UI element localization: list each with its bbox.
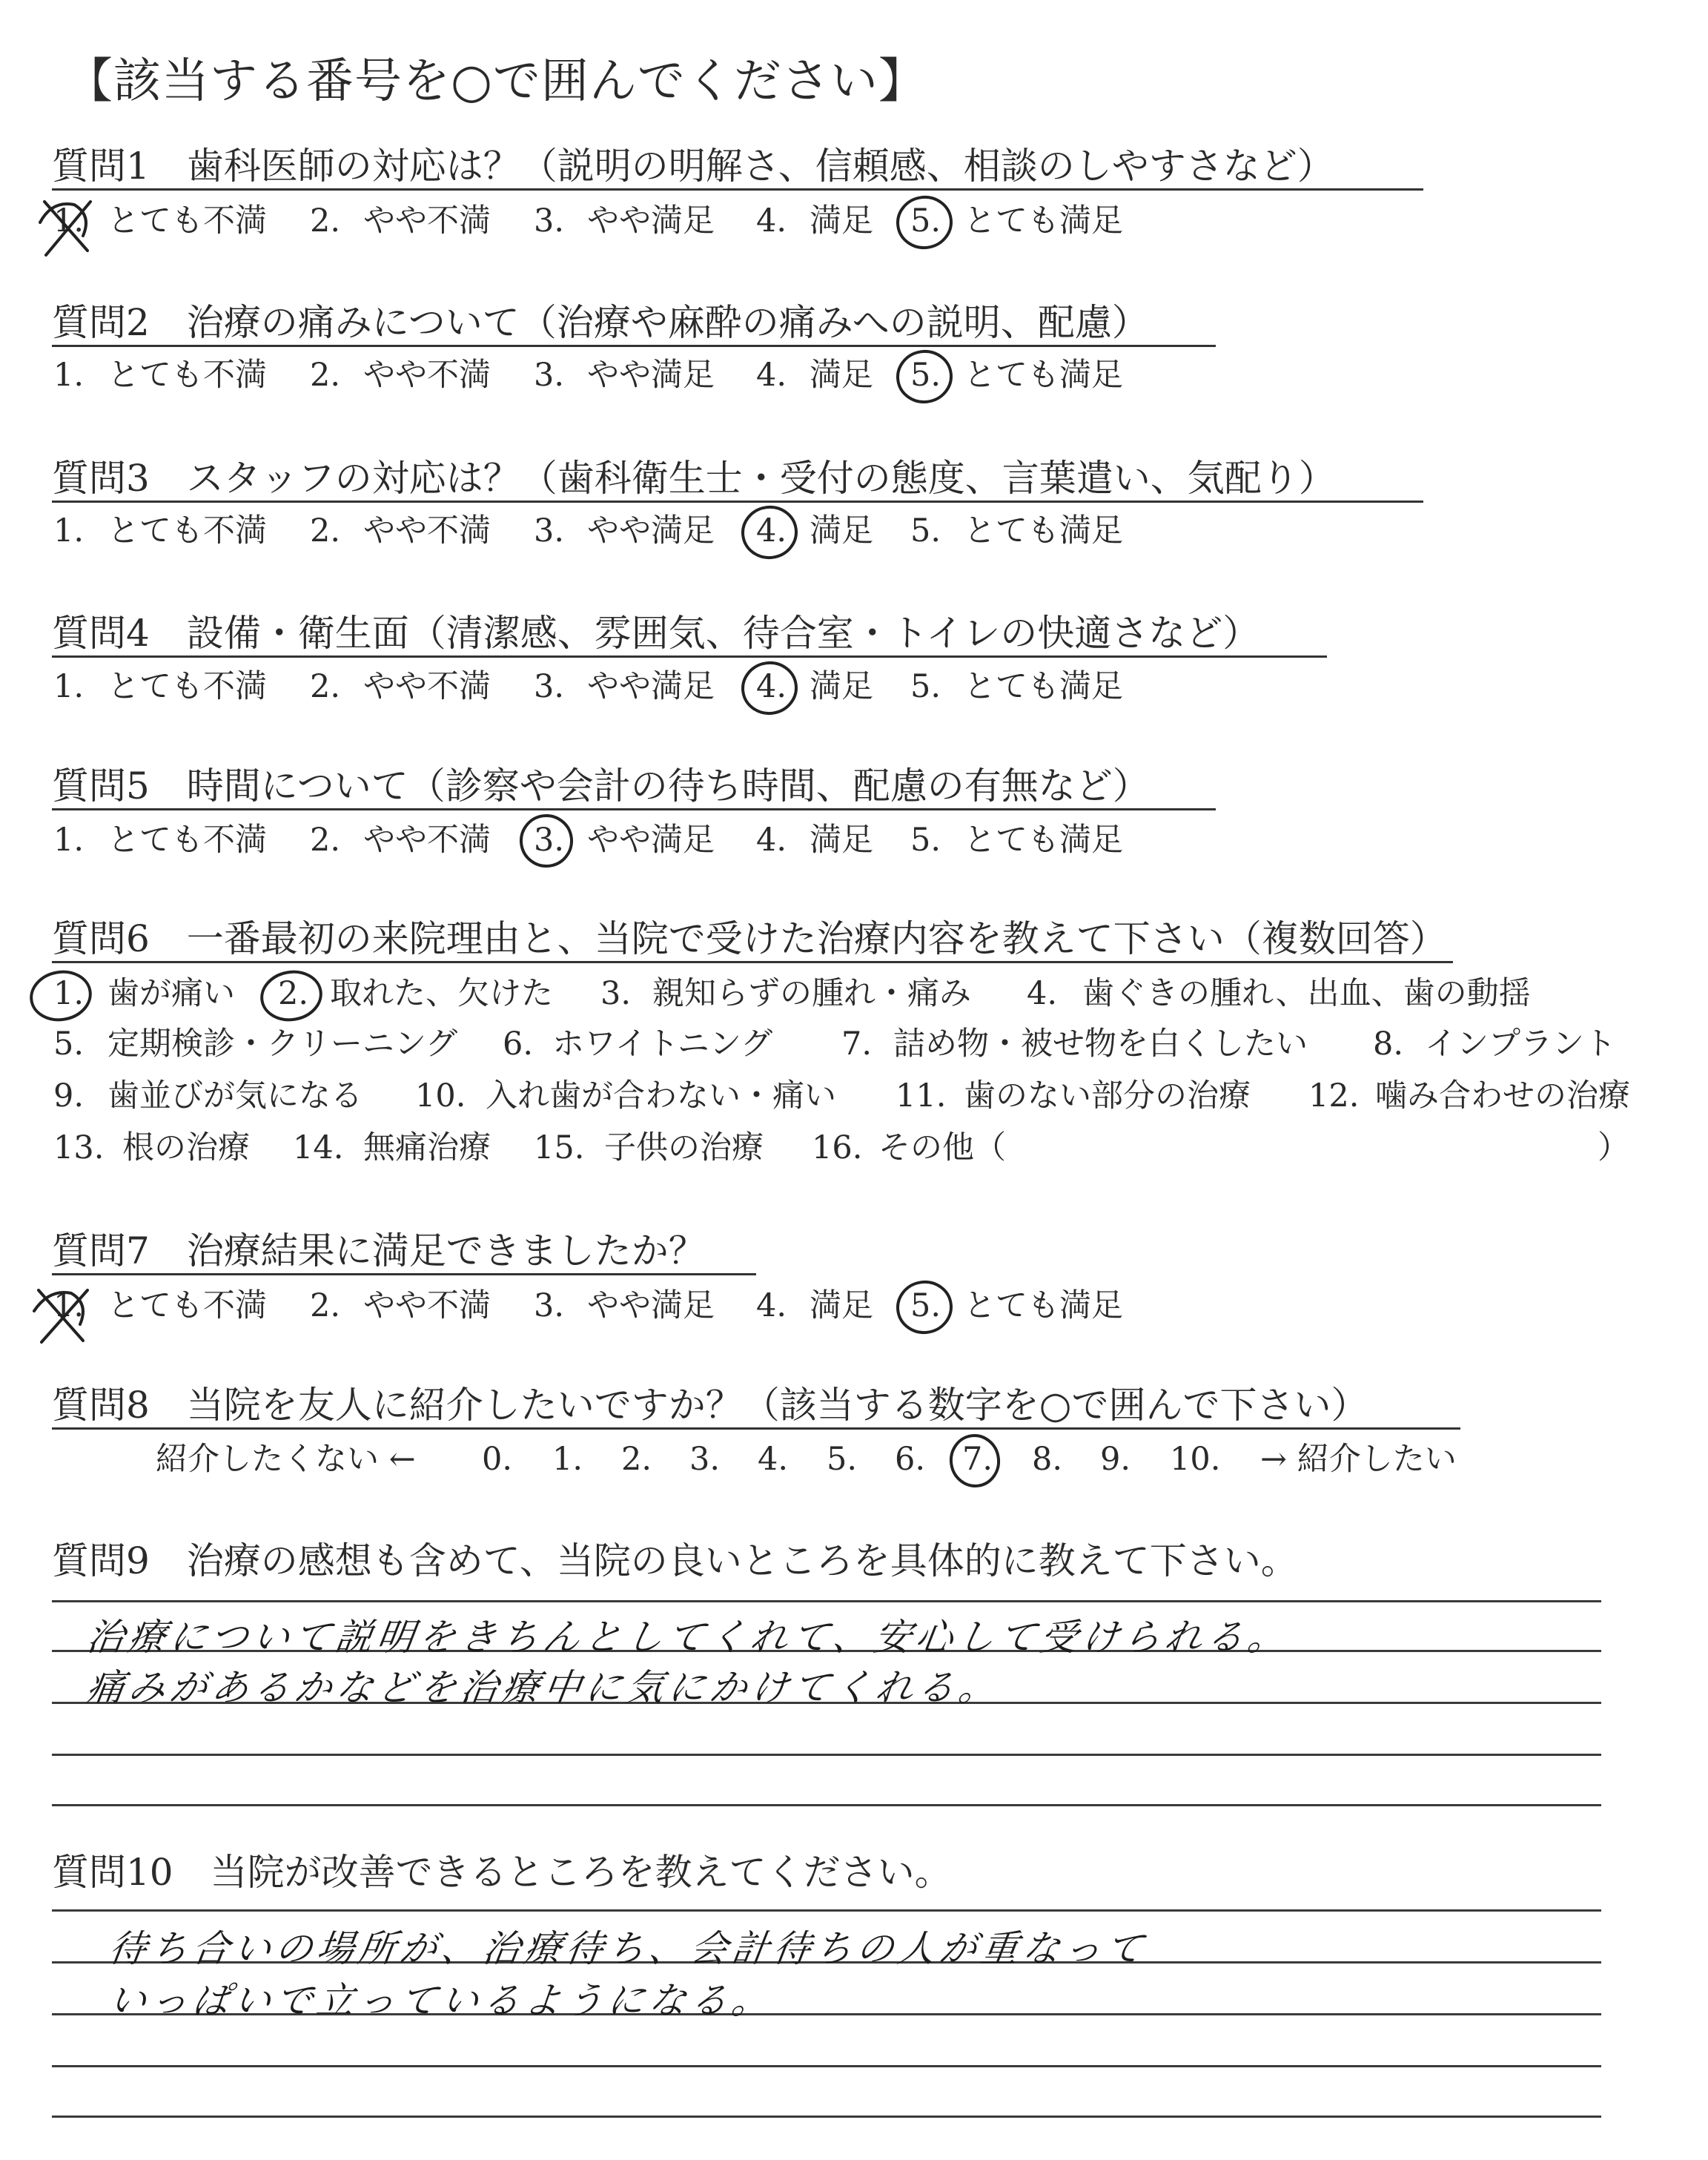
q6-option-6-number[interactable]: 6.: [503, 1025, 534, 1063]
q2-underline: [52, 345, 1216, 347]
q4-option-5-number[interactable]: 5.: [910, 668, 941, 705]
q6-option-5-label: 定期検診・クリーニング: [107, 1025, 458, 1063]
q10-answer-line-4: [52, 2065, 1601, 2067]
q6-option-4-number[interactable]: 4.: [1027, 975, 1058, 1012]
q9-answer-line-4: [52, 1754, 1601, 1756]
q6-option-8-number[interactable]: 8.: [1373, 1025, 1404, 1063]
q2-option-2-label: やや不満: [363, 357, 491, 394]
q6-option-13-label: 根の治療: [122, 1129, 250, 1166]
q1-option-2-number[interactable]: 2.: [310, 202, 341, 240]
q5-option-3-label: やや満足: [587, 822, 715, 859]
q6-title: 質問6 一番最初の来院理由と、当院で受けた治療内容を教えて下さい（複数回答）: [52, 917, 1447, 960]
q8-scale-6[interactable]: 6.: [895, 1441, 926, 1478]
q6-option-15-number[interactable]: 15.: [534, 1129, 585, 1166]
q1-title: 質問1 歯科医師の対応は？（説明の明解さ、信頼感、相談のしやすさなど）: [52, 145, 1334, 188]
q3-underline: [52, 501, 1423, 503]
q8-right-label: → 紹介したい: [1260, 1441, 1457, 1478]
q4-option-4-label: 満足: [810, 668, 873, 705]
q8-scale-7[interactable]: 7.: [962, 1441, 993, 1478]
q2-option-2-number[interactable]: 2.: [310, 357, 341, 394]
q6-option-10-label: 入れ歯が合わない・痛い: [486, 1077, 836, 1114]
q4-option-2-number[interactable]: 2.: [310, 668, 341, 705]
q5-option-5-number[interactable]: 5.: [910, 822, 941, 859]
q2-option-4-number[interactable]: 4.: [756, 357, 787, 394]
q6-option-16-number[interactable]: 16.: [812, 1129, 863, 1166]
q6-option-8-label: インプラント: [1425, 1025, 1616, 1063]
q7-option-3-number[interactable]: 3.: [534, 1287, 565, 1324]
q7-option-4-number[interactable]: 4.: [756, 1287, 787, 1324]
q6-option-11-number[interactable]: 11.: [896, 1077, 947, 1114]
q2-option-5-label: とても満足: [964, 357, 1123, 394]
q4-option-5-label: とても満足: [964, 668, 1123, 705]
q1-option-1-number[interactable]: 1.: [53, 202, 85, 240]
q7-option-4-label: 満足: [810, 1287, 873, 1324]
q9-answer-text-1[interactable]: 治療について説明をきちんとしてくれて、安心して受けられる。: [84, 1616, 1293, 1659]
q3-option-1-label: とても不満: [107, 512, 267, 549]
q4-option-1-label: とても不満: [107, 668, 267, 705]
q6-option-3-number[interactable]: 3.: [600, 975, 632, 1012]
q6-option-6-label: ホワイトニング: [552, 1025, 773, 1063]
q10-title: 質問10 当院が改善できるところを教えてください。: [52, 1851, 952, 1894]
q6-option-3-label: 親知らずの腫れ・痛み: [652, 975, 971, 1012]
q5-option-1-number[interactable]: 1.: [53, 822, 85, 859]
q7-option-2-label: やや不満: [363, 1287, 491, 1324]
q2-title: 質問2 治療の痛みについて（治療や麻酔の痛みへの説明、配慮）: [52, 301, 1149, 344]
q6-option-12-number[interactable]: 12.: [1308, 1077, 1360, 1114]
q7-title: 質問7 治療結果に満足できましたか？: [52, 1229, 706, 1272]
q6-option-7-number[interactable]: 7.: [841, 1025, 873, 1063]
q8-left-label: 紹介したくない ←: [156, 1441, 416, 1478]
q3-option-5-number[interactable]: 5.: [910, 512, 941, 549]
q6-underline: [52, 961, 1453, 963]
q8-underline: [52, 1427, 1460, 1430]
q5-option-2-number[interactable]: 2.: [310, 822, 341, 859]
q7-option-2-number[interactable]: 2.: [310, 1287, 341, 1324]
q4-option-2-label: やや不満: [363, 668, 491, 705]
q6-option-13-number[interactable]: 13.: [53, 1129, 105, 1166]
q6-option-9-number[interactable]: 9.: [53, 1077, 85, 1114]
q6-option-2-number[interactable]: 2.: [278, 975, 309, 1012]
q6-option-9-label: 歯並びが気になる: [107, 1077, 363, 1114]
q10-answer-line-5: [52, 2116, 1601, 2118]
q3-title: 質問3 スタッフの対応は？（歯科衛生士・受付の態度、言葉遣い、気配り）: [52, 457, 1336, 500]
q2-option-3-label: やや満足: [587, 357, 715, 394]
q6-option-10-number[interactable]: 10.: [415, 1077, 466, 1114]
q6-option-1-number[interactable]: 1.: [53, 975, 85, 1012]
q1-option-5-label: とても満足: [964, 202, 1123, 240]
q2-option-1-number[interactable]: 1.: [53, 357, 85, 394]
q8-scale-4[interactable]: 4.: [758, 1441, 789, 1478]
page-header: 【該当する番号を○で囲んでください】: [65, 54, 927, 109]
q6-option-7-label: 詰め物・被せ物を白くしたい: [893, 1025, 1308, 1063]
q1-option-4-number[interactable]: 4.: [756, 202, 787, 240]
q1-option-5-number[interactable]: 5.: [910, 202, 941, 240]
q8-scale-5[interactable]: 5.: [827, 1441, 858, 1478]
q5-underline: [52, 808, 1216, 810]
q3-option-1-number[interactable]: 1.: [53, 512, 85, 549]
q4-underline: [52, 655, 1327, 658]
q6-option-16-label: その他（: [878, 1129, 1006, 1166]
q6-option-11-label: 歯のない部分の治療: [964, 1077, 1251, 1114]
q1-underline: [52, 188, 1423, 191]
q2-option-4-label: 満足: [810, 357, 873, 394]
q4-option-1-number[interactable]: 1.: [53, 668, 85, 705]
q10-answer-text-1[interactable]: 待ち合いの場所が、治療待ち、会計待ちの人が重なって: [106, 1927, 1151, 1970]
q5-option-4-number[interactable]: 4.: [756, 822, 787, 859]
q5-option-5-label: とても満足: [964, 822, 1123, 859]
q6-option-5-number[interactable]: 5.: [53, 1025, 85, 1063]
q7-option-3-label: やや満足: [587, 1287, 715, 1324]
q3-option-3-number[interactable]: 3.: [534, 512, 565, 549]
q2-option-3-number[interactable]: 3.: [534, 357, 565, 394]
q5-option-1-label: とても不満: [107, 822, 267, 859]
q8-scale-0[interactable]: 0.: [482, 1441, 513, 1478]
q3-option-5-label: とても満足: [964, 512, 1123, 549]
q8-scale-3[interactable]: 3.: [689, 1441, 721, 1478]
q5-option-4-label: 満足: [810, 822, 873, 859]
q7-underline: [52, 1273, 756, 1275]
q10-answer-line-1: [52, 1909, 1601, 1912]
q2-option-5-number[interactable]: 5.: [910, 357, 941, 394]
q5-option-3-number[interactable]: 3.: [534, 822, 565, 859]
q1-option-4-label: 満足: [810, 202, 873, 240]
q6-option-1-label: 歯が痛い: [107, 975, 235, 1012]
q3-option-4-number[interactable]: 4.: [756, 512, 787, 549]
q8-title: 質問8 当院を友人に紹介したいですか？（該当する数字を○で囲んで下さい）: [52, 1384, 1368, 1427]
q1-option-3-number[interactable]: 3.: [534, 202, 565, 240]
q3-option-4-label: 満足: [810, 512, 873, 549]
q6-option-14-number[interactable]: 14.: [293, 1129, 344, 1166]
q8-scale-1[interactable]: 1.: [552, 1441, 583, 1478]
q3-option-2-number[interactable]: 2.: [310, 512, 341, 549]
q6-option-4-label: 歯ぐきの腫れ、出血、歯の動揺: [1082, 975, 1531, 1012]
q4-title: 質問4 設備・衛生面（清潔感、雰囲気、待合室・トイレの快適さなど）: [52, 612, 1260, 655]
q6-option-14-label: 無痛治療: [363, 1129, 491, 1166]
q9-answer-text-2[interactable]: 痛みがあるかなどを治療中に気にかけてくれる。: [84, 1666, 1004, 1709]
q8-scale-2[interactable]: 2.: [621, 1441, 652, 1478]
q9-answer-line-5: [52, 1804, 1601, 1806]
q6-option-16-close-paren: ）: [1598, 1129, 1629, 1166]
q9-title: 質問9 治療の感想も含めて、当院の良いところを具体的に教えて下さい。: [52, 1539, 1298, 1582]
q6-option-2-label: 取れた、欠けた: [330, 975, 553, 1012]
q9-answer-line-1: [52, 1600, 1601, 1602]
q5-title: 質問5 時間について（診察や会計の待ち時間、配慮の有無など）: [52, 764, 1150, 807]
q4-option-3-number[interactable]: 3.: [534, 668, 565, 705]
q6-option-15-label: 子供の治療: [604, 1129, 764, 1166]
q4-option-4-number[interactable]: 4.: [756, 668, 787, 705]
q8-scale-8[interactable]: 8.: [1032, 1441, 1063, 1478]
q1-option-3-label: やや満足: [587, 202, 715, 240]
q1-option-2-label: やや不満: [363, 202, 491, 240]
q10-answer-text-2[interactable]: いっぱいで立っているようになる。: [106, 1979, 777, 2022]
q4-option-3-label: やや満足: [587, 668, 715, 705]
q3-option-2-label: やや不満: [363, 512, 491, 549]
q8-scale-10[interactable]: 10.: [1170, 1441, 1221, 1478]
q5-option-2-label: やや不満: [363, 822, 491, 859]
q7-option-1-number[interactable]: 1.: [53, 1287, 85, 1324]
q7-option-1-label: とても不満: [107, 1287, 267, 1324]
q1-option-1-label: とても不満: [107, 202, 267, 240]
q6-option-12-label: 噛み合わせの治療: [1375, 1077, 1630, 1114]
q8-scale-9[interactable]: 9.: [1100, 1441, 1131, 1478]
q7-option-5-label: とても満足: [964, 1287, 1123, 1324]
q3-option-3-label: やや満足: [587, 512, 715, 549]
q2-option-1-label: とても不満: [107, 357, 267, 394]
q7-option-5-number[interactable]: 5.: [910, 1287, 941, 1324]
